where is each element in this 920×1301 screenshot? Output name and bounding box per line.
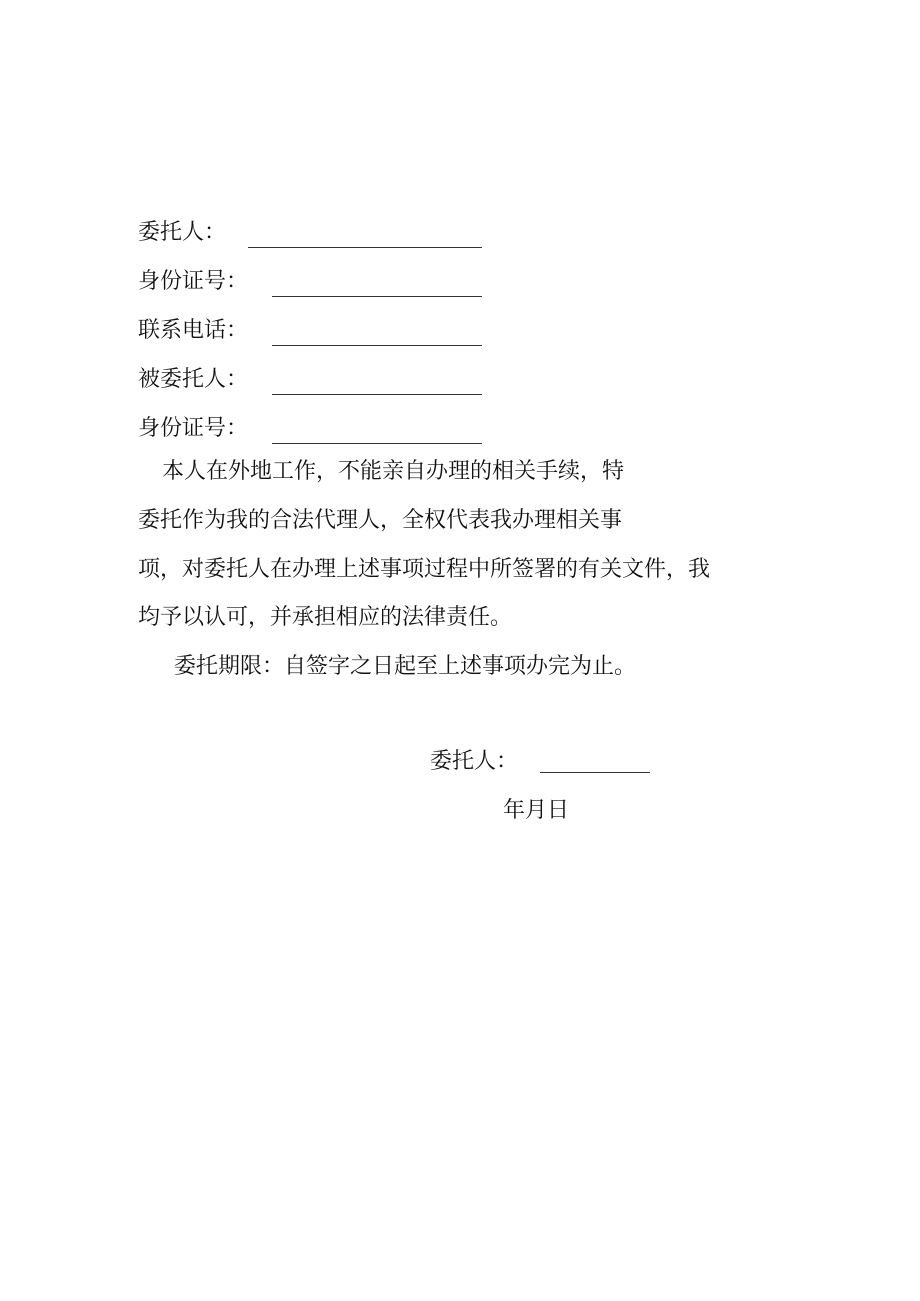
signature-date: 年月日 [503,798,570,823]
body-paragraph-line-1: 本人在外地工作，不能亲自办理的相关手续，特 [162,459,625,484]
agent-id-label: 身份证号： [138,416,249,441]
agent-id-field [138,406,248,440]
phone-field [138,308,248,342]
authorization-period: 委托期限：自签字之日起至上述事项办完为止。 [174,654,637,679]
agent-id-blank-line [272,443,482,444]
principal-id-blank-line [272,296,482,297]
principal-blank-line [248,247,482,248]
phone-label: 联系电话： [138,318,249,343]
principal-label: 委托人： [138,220,227,245]
body-paragraph-line-2: 委托作为我的合法代理人，全权代表我办理相关事 [138,508,623,533]
signature-blank-line [540,772,650,773]
phone-blank-line [272,345,482,346]
agent-blank-line [272,394,482,395]
body-paragraph-line-4: 均予以认可，并承担相应的法律责任。 [138,605,513,630]
agent-label: 被委托人： [138,367,249,392]
agent-field [138,357,248,391]
principal-id-field [138,259,248,293]
body-paragraph-line-3: 项，对委托人在办理上述事项过程中所签署的有关文件，我 [138,557,711,582]
principal-id-label: 身份证号： [138,269,249,294]
signature-label: 委托人： [430,749,519,774]
principal-field [138,210,226,244]
